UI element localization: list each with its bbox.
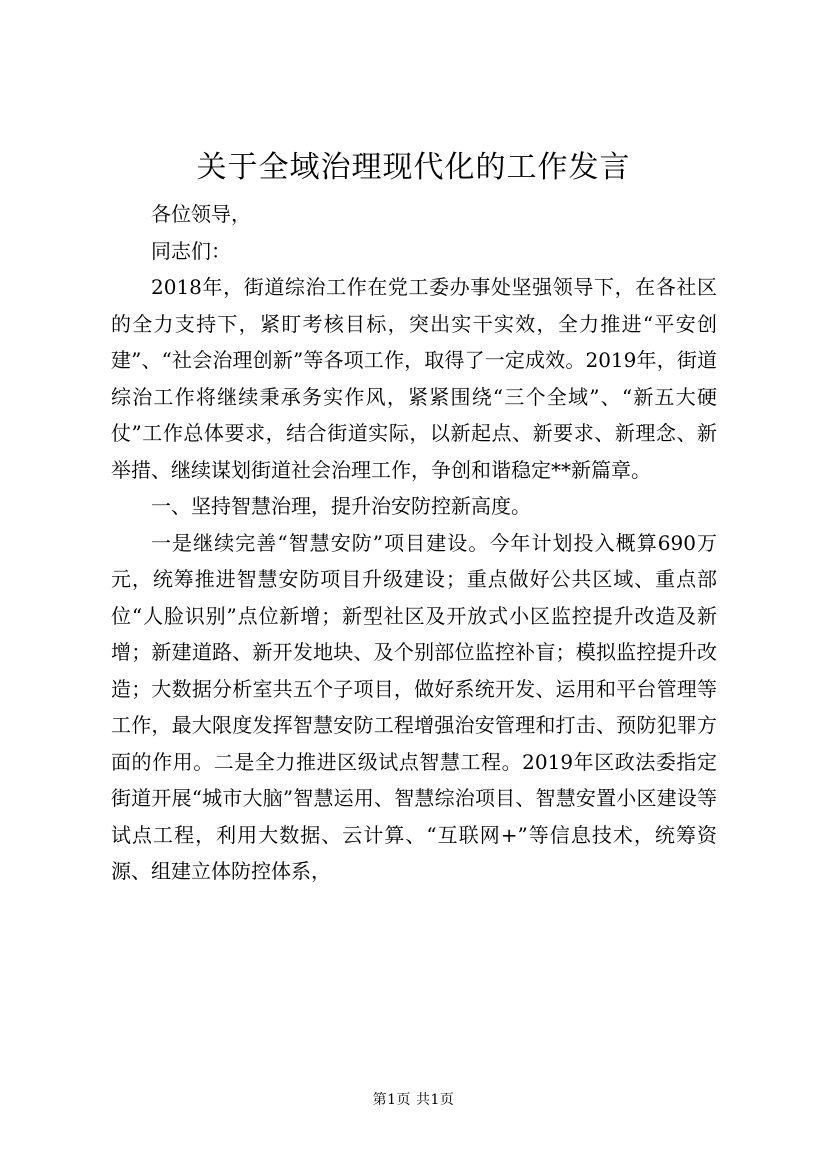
section-heading-1: 一、坚持智慧治理，提升治安防控新高度。 xyxy=(151,494,531,518)
paragraph-intro: 2018年，街道综治工作在党工委办事处坚强领导下，在各社区的全力支持下，紧盯考核目标，突出实干实效，全力推进“平安创建”、“社会治理创新”等各项工作，取得了一定成效。2019年，街道综治工作将继续秉承务实作风，紧紧围绕“三个全域”、“新五大硬仗”工作总体要求，结合街道实际，以新起点、新要求、新理念、新举措、继续谋划街道社会治理工作，争创和谐稳定**新篇章。 xyxy=(111,275,717,482)
document-body xyxy=(111,196,717,890)
document-title: 关于全域治理现代化的工作发言 xyxy=(196,150,631,185)
paragraph-section-1: 一是继续完善“智慧安防”项目建设。今年计划投入概算690万元，统筹推进智慧安防项目升级建设；重点做好公共区域、重点部位“人脸识别”点位新增；新型社区及开放式小区监控提升改造及新增；新建道路、新开发地块、及个别部位监控补盲；模拟监控提升改造；大数据分析室共五个子项目，做好系统开发、运用和平台管理等工作，最大限度发挥智慧安防工程增强治安管理和打击、预防犯罪方面的作用。二是全力推进区级试点智慧工程。2019年区政法委指定街道开展“城市大脑”智慧运用、智慧综治项目、智慧安置小区建设等试点工程，利用大数据、云计算、“互联网+”等信息技术，统筹资源、组建立体防控体系， xyxy=(111,530,717,883)
page-footer: 第1页 共1页 xyxy=(372,1092,455,1108)
salutation-leaders: 各位领导， xyxy=(151,202,251,226)
salutation-comrades: 同志们： xyxy=(151,238,231,263)
